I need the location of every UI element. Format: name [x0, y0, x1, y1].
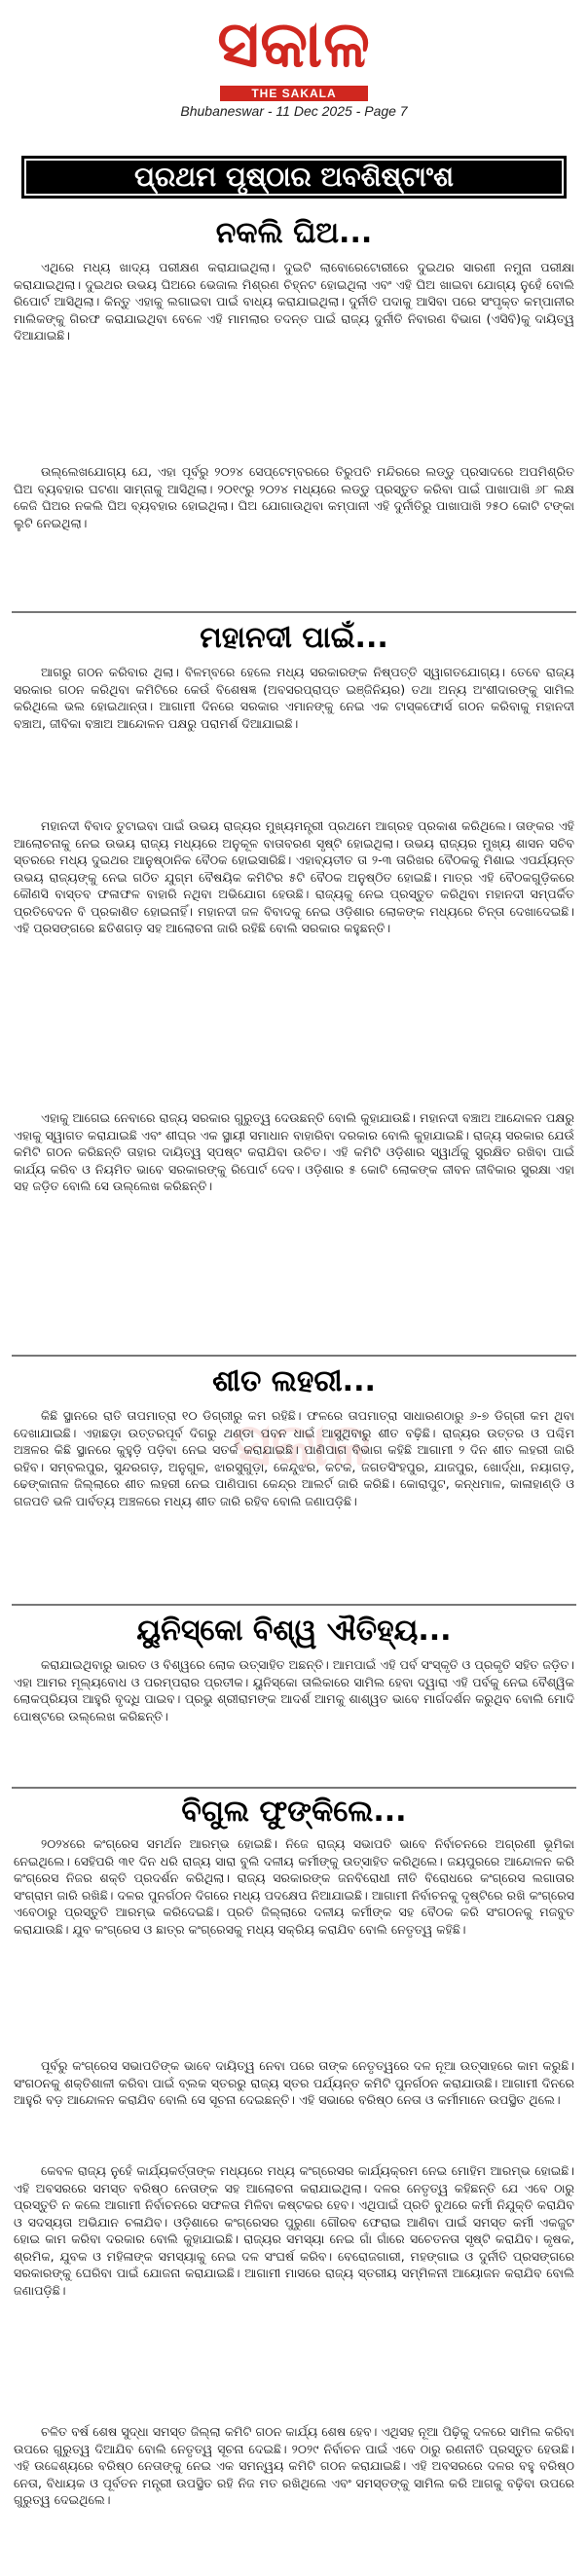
section-heading-4: ୟୁନିସ୍କୋ ବିଶ୍ୱ ଐତିହ୍ୟ... — [136, 1614, 452, 1648]
section-heading-1: ନକଲି ଘିଅ... — [215, 216, 373, 250]
banner-title: ପ୍ରଥମ ପୃଷ୍ଠାର ଅବଶିଷ୍ଟାଂଶ — [24, 159, 564, 196]
section-heading-3: ଶୀତ ଲହରୀ... — [212, 1364, 376, 1398]
dateline: Bhubaneswar - 11 Dec 2025 - Page 7 — [180, 103, 408, 119]
article-paragraph: କେବଳ ରାଜ୍ୟ ନୁହେଁ କାର୍ଯ୍ୟକର୍ତ୍ତାଙ୍କ ମଧ୍ୟରେ ମଧ୍ୟ କଂଗ୍ରେସର କାର୍ଯ୍ୟକ୍ରମ ନେଇ ମୋହିମ ଆରମ୍ଭ ହୋଇଛି। ଏହି ଅବସରରେ ସମସ୍ତ ବରିଷ୍ଠ ନେତାଙ୍କ ସହ ଆଲୋଚନା କରାଯାଇଥିଲା। ଦଳର ନେତୃତ୍ୱ କହିଛନ୍ତି ଯେ ଏବେ ଠାରୁ ପ୍ରସ୍ତୁତି ନ କଲେ ଆଗାମୀ ନିର୍ବାଚନରେ ସଫଳତା ମିଳିବା କଷ୍ଟକର ହେବ। ଏଥିପାଇଁ ପ୍ରତି ବୁଥରେ କର୍ମୀ ନିଯୁକ୍ତି କରାଯିବ ଓ ସଦସ୍ୟତା ଅଭିଯାନ ଚଳାଯିବ। ଓଡ଼ିଶାରେ କଂଗ୍ରେସର ପୁରୁଣା ଗୌରବ ଫେରାଇ ଆଣିବା ପାଇଁ ସମସ୍ତ କର୍ମୀ ଏକଜୁଟ ହୋଇ କାମ କରିବା ଦରକାର ବୋଲି କୁହାଯାଇଛି। ରାଜ୍ୟର ସମସ୍ୟା ନେଇ ଗାଁ ଗାଁରେ ସଚେତନତା ସୃଷ୍ଟି କରାଯିବ। କୃଷକ, ଶ୍ରମିକ, ଯୁବକ ଓ ମହିଳାଙ୍କ ସମସ୍ୟାକୁ ନେଇ ଦଳ ସଂଘର୍ଷ କରିବ। ବେରୋଜଗାରୀ, ମହଙ୍ଗାଇ ଓ ଦୁର୍ନୀତି ପ୍ରସଙ୍ଗରେ ସରକାରଙ୍କୁ ଘେରିବା ପାଇଁ ଯୋଜନା କରାଯାଇଛି। ଆଗାମୀ ମାସରେ ରାଜ୍ୟ ସ୍ତରୀୟ ସମ୍ମିଳନୀ ଆୟୋଜନ କରାଯିବ ବୋଲି ଜଣାପଡ଼ିଛି। — [14, 2163, 574, 2298]
article-paragraph: ମହାନଦୀ ବିବାଦ ତୁଟାଇବା ପାଇଁ ଉଭୟ ରାଜ୍ୟର ମୁଖ୍ୟମନ୍ତ୍ରୀ ପ୍ରଥମେ ଆଗ୍ରହ ପ୍ରକାଶ କରିଥିଲେ। ତାଙ୍କର ଏହି ଆଲୋଚନାକୁ ନେଇ ଉଭୟ ରାଜ୍ୟ ମଧ୍ୟରେ ଅନୁକୂଳ ବାତାବରଣ ସୃଷ୍ଟି ହୋଇଥିଲା। ଉଭୟ ରାଜ୍ୟର ମୁଖ୍ୟ ଶାସନ ସଚିବ ସ୍ତରରେ ମଧ୍ୟ ଦୁଇଥର ଆନୁଷ୍ଠାନିକ ବୈଠକ ହୋଇସାରିଛି। ଏହାବ୍ୟତୀତ ତା ୨-୩ ତାରିଖର ବୈଠକକୁ ମିଶାଇ ଏପର୍ଯ୍ୟନ୍ତ ଉଭୟ ରାଜ୍ୟଙ୍କୁ ନେଇ ଗଠିତ ଯୁଗ୍ମ ବୈଷୟିକ କମିଟିର ୫ଟି ବୈଠକ ଅନୁଷ୍ଠିତ ହୋଇଛି। ମାତ୍ର ଏହି ବୈଠକଗୁଡ଼ିକରେ କୌଣସି ବାସ୍ତବ ଫଳାଫଳ ବାହାରି ନଥିବା ଅଭିଯୋଗ ହେଉଛି। ରାଜ୍ୟକୁ ନେଇ ପ୍ରସ୍ତୁତ କରିଥିବା ମହାନଦୀ ସମ୍ପର୍କିତ ପ୍ରତିବେଦନ ବି ପ୍ରକାଶିତ ହୋଇନାହିଁ। ମହାନଦୀ ଜଳ ବିବାଦକୁ ନେଇ ଓଡ଼ିଶାର ଲୋକଙ୍କ ମଧ୍ୟରେ ଚିନ୍ତା ଦେଖାଦେଇଛି। ଏହି ପ୍ରସଙ୍ଗରେ ଛତିଶଗଡ଼ ସହ ଆଲୋଚନା ଜାରି ରହିଛି ବୋଲି ସରକାର କହୁଛନ୍ତି। — [14, 818, 574, 935]
article-paragraph: କିଛି ସ୍ଥାନରେ ରାତି ତାପମାତ୍ରା ୧୦ ଡିଗ୍ରୀରୁ କମ ରହିଛି। ଫଳରେ ତାପମାତ୍ରା ସାଧାରଣଠାରୁ ୬-୭ ଡିଗ୍ରୀ କମ ଥିବା ଦେଖାଯାଇଛି। ଏହାଛଡ଼ା ଉତ୍ତରପୂର୍ବ ଦିଗରୁ ଥଣ୍ଡା ପବନ ଧାଇଁ ଆସୁଥିବାରୁ ଶୀତ ବଢ଼ିଛି। ରାଜ୍ୟର ଉତ୍ତର ଓ ପଶ୍ଚିମ ଅଞ୍ଚଳର କିଛି ସ୍ଥାନରେ କୁହୁଡ଼ି ପଡ଼ିବା ନେଇ ସତର୍କ କରାଯାଇଛି। ପାଣିପାଗ ବିଭାଗ କହିଛି ଆଗାମୀ ୨ ଦିନ ଶୀତ ଲହରୀ ଜାରି ରହିବ। ସମ୍ବଲପୁର, ସୁନ୍ଦରଗଡ଼, ଅନୁଗୁଳ, ଝାରସୁଗୁଡ଼ା, କେନ୍ଦୁଝର, କଟକ, ଜଗତସିଂହପୁର, ଯାଜପୁର, ଖୋର୍ଦ୍ଧା, ନୟାଗଡ଼, ଢେଙ୍କାନାଳ ଜିଲ୍ଲାରେ ଶୀତ ଲହରୀ ନେଇ ପାଣିପାଗ କେନ୍ଦ୍ର ଆଲର୍ଟ ଜାରି କରିଛି। କୋରାପୁଟ, କନ୍ଧମାଳ, କାଳାହାଣ୍ଡି ଓ ଗଜପତି ଭଳି ପାର୍ବତ୍ୟ ଅଞ୍ଚଳରେ ମଧ୍ୟ ଶୀତ ଜାରି ରହିବ ବୋଲି ଜଣାପଡ଼ିଛି। — [14, 1408, 574, 1508]
section-divider — [12, 611, 576, 613]
article-paragraph: ଏହାକୁ ଆଗେଇ ନେବାରେ ରାଜ୍ୟ ସରକାର ଗୁରୁତ୍ୱ ଦେଉଛନ୍ତି ବୋଲି କୁହାଯାଉଛି। ମହାନଦୀ ବଞ୍ଚାଅ ଆନ୍ଦୋଳନ ପକ୍ଷରୁ ଏହାକୁ ସ୍ୱାଗତ କରାଯାଇଛି ଏବଂ ଶୀଘ୍ର ଏକ ସ୍ଥାୟୀ ସମାଧାନ ବାହାରିବା ଦରକାର ବୋଲି କୁହାଯାଇଛି। ରାଜ୍ୟ ସରକାର ଯେଉଁ କମିଟି ଗଠନ କରିଛନ୍ତି ତାହାର ଦାୟିତ୍ୱ ସ୍ପଷ୍ଟ କରାଯିବା ଉଚିତ। ଏହି କମିଟି ଓଡ଼ିଶାର ସ୍ୱାର୍ଥକୁ ସୁରକ୍ଷିତ ରଖିବା ପାଇଁ କାର୍ଯ୍ୟ କରିବ ଓ ନିୟମିତ ଭାବେ ସରକାରଙ୍କୁ ରିପୋର୍ଟ ଦେବ। ଓଡ଼ିଶାର ୫ କୋଟି ଲୋକଙ୍କ ଜୀବନ ଜୀବିକାର ସୁରକ୍ଷା ଏହା ସହ ଜଡ଼ିତ ବୋଲି ସେ ଉଲ୍ଲେଖ କରିଛନ୍ତି। — [14, 1110, 574, 1193]
article-paragraph: ୨୦୨୪ରେ କଂଗ୍ରେସ ସମର୍ଥନ ଆରମ୍ଭ ହୋଇଛି। ନିଜେ ରାଜ୍ୟ ସଭାପତି ଭାବେ ନିର୍ବାଚନରେ ଅଗ୍ରଣୀ ଭୂମିକା ନେଇଥିଲେ। ସେହିପରି ୩୧ ଦିନ ଧରି ରାଜ୍ୟ ସାରା ବୁଲି ଦଳୀୟ କର୍ମୀଙ୍କୁ ଉତ୍ସାହିତ କରିଥିଲେ। ଜୟପୁରରେ ଆନ୍ଦୋଳନ କରି କଂଗ୍ରେସ ନିଜର ଶକ୍ତି ପ୍ରଦର୍ଶନ କରିଥିଲା। ରାଜ୍ୟ ସରକାରଙ୍କ ଜନବିରୋଧୀ ନୀତି ବିରୋଧରେ କଂଗ୍ରେସ ଲଗାତାର ସଂଗ୍ରାମ ଜାରି ରଖିଛି। ଦଳର ପୁନର୍ଗଠନ ଦିଗରେ ମଧ୍ୟ ପଦକ୍ଷେପ ନିଆଯାଇଛି। ଆଗାମୀ ନିର୍ବାଚନକୁ ଦୃଷ୍ଟିରେ ରଖି କଂଗ୍ରେସ ଏବେଠାରୁ ପ୍ରସ୍ତୁତି ଆରମ୍ଭ କରିଦେଇଛି। ପ୍ରତି ଜିଲ୍ଲାରେ ଦଳୀୟ କର୍ମୀଙ୍କ ସହ ବୈଠକ କରି ସଂଗଠନକୁ ମଜବୁତ କରାଯାଉଛି। ଯୁବ କଂଗ୍ରେସ ଓ ଛାତ୍ର କଂଗ୍ରେସକୁ ମଧ୍ୟ ସକ୍ରିୟ କରାଯିବ ବୋଲି ନେତୃତ୍ୱ କହିଛି। — [14, 1836, 574, 1937]
watermark-logo: ସକାଳ — [233, 1411, 371, 1479]
article-paragraph: ଏଥିରେ ମଧ୍ୟ ଖାଦ୍ୟ ପରୀକ୍ଷଣ କରାଯାଇଥିଲା। ଦୁଇଟି ଲାବୋରେଟୋରୀରେ ଦୁଇଥର ସାରଣୀ ନମୁନା ପରୀକ୍ଷା କରାଯାଇଥିଲା। ଦୁଇଥର ଉଭୟ ଘିଅରେ ଭେଜାଲ ମିଶ୍ରଣ ଚିହ୍ନଟ ହୋଇଥିଲା ଏବଂ ଏହି ଘିଅ ଖାଇବା ଯୋଗ୍ୟ ନୁହେଁ ବୋଲି ରିପୋର୍ଟ ଆସିଥିଲା। କିନ୍ତୁ ଏହାକୁ ଲଗାଇବା ପାଇଁ ବାଧ୍ୟ କରାଯାଇଥିଲା। ଦୁର୍ନୀତି ପଦାକୁ ଆସିବା ପରେ ସଂପୃକ୍ତ କମ୍ପାନୀର ମାଲିକଙ୍କୁ ଗିରଫ କରାଯାଇଥିବା ବେଳେ ଏହି ମାମଲାର ତଦନ୍ତ ପାଇଁ ରାଜ୍ୟ ଦୁର୍ନୀତି ନିବାରଣ ବିଭାଗ (ଏସିବି)କୁ ଦାୟିତ୍ୱ ଦିଆଯାଇଛି। — [14, 260, 574, 343]
article-paragraph: ଚଳିତ ବର୍ଷ ଶେଷ ସୁଦ୍ଧା ସମସ୍ତ ଜିଲ୍ଲା କମିଟି ଗଠନ କାର୍ଯ୍ୟ ଶେଷ ହେବ। ଏଥିସହ ନୂଆ ପିଢ଼ିକୁ ଦଳରେ ସାମିଲ କରିବା ଉପରେ ଗୁରୁତ୍ୱ ଦିଆଯିବ ବୋଲି ନେତୃତ୍ୱ ସୂଚନା ଦେଇଛି। ୨୦୨୯ ନିର୍ବାଚନ ପାଇଁ ଏବେ ଠାରୁ ରଣନୀତି ପ୍ରସ୍ତୁତ ହେଉଛି। ଏହି ଉଦ୍ଦେଶ୍ୟରେ ବରିଷ୍ଠ ନେତାଙ୍କୁ ନେଇ ଏକ ସମନ୍ୱୟ କମିଟି ଗଠନ କରାଯାଇଛି। ଏହି ଅବସରରେ ଦଳର ବହୁ ବରିଷ୍ଠ ନେତା, ବିଧାୟକ ଓ ପୂର୍ବତନ ମନ୍ତ୍ରୀ ଉପସ୍ଥିତ ରହି ନିଜ ମତ ରଖିଥିଲେ ଏବଂ ସମସ୍ତଙ୍କୁ ସାମିଲ କରି ଆଗକୁ ବଢ଼ିବା ଉପରେ ଗୁରୁତ୍ୱ ଦେଇଥିଲେ। — [14, 2424, 574, 2507]
article-paragraph: କରାଯାଇଥିବାରୁ ଭାରତ ଓ ବିଶ୍ୱରେ ଲୋକ ଉତ୍ସାହିତ ଅଛନ୍ତି। ଆମପାଇଁ ଏହି ପର୍ବ ସଂସ୍କୃତି ଓ ପ୍ରକୃତି ସହିତ ଜଡ଼ିତ। ଏହା ଆମର ମୂଲ୍ୟବୋଧ ଓ ପରମ୍ପରାର ପ୍ରତୀକ। ୟୁନିସ୍କୋ ତାଲିକାରେ ସାମିଲ ହେବା ଦ୍ୱାରା ଏହି ପର୍ବକୁ ନେଇ ବୈଶ୍ୱିକ ଲୋକପ୍ରିୟତା ଆହୁରି ବୃଦ୍ଧି ପାଇବ। ପ୍ରଭୁ ଶ୍ରୀରାମଙ୍କ ଆଦର୍ଶ ଆମକୁ ଶାଶ୍ୱତ ଭାବେ ମାର୍ଗଦର୍ଶନ କରୁଥିବ ବୋଲି ମୋଦି ପୋଷ୍ଟରେ ଉଲ୍ଲେଖ କରିଛନ୍ତି। — [14, 1657, 574, 1723]
article-paragraph: ପୂର୍ବରୁ କଂଗ୍ରେସ ସଭାପତିଙ୍କ ଭାବେ ଦାୟିତ୍ୱ ନେବା ପରେ ତାଙ୍କ ନେତୃତ୍ୱରେ ଦଳ ନୂଆ ଉତ୍ସାହରେ କାମ କରୁଛି। ସଂଗଠନକୁ ଶକ୍ତିଶାଳୀ କରିବା ପାଇଁ ବ୍ଲକ ସ୍ତରରୁ ରାଜ୍ୟ ସ୍ତର ପର୍ଯ୍ୟନ୍ତ କମିଟି ପୁନର୍ଗଠନ କରାଯାଉଛି। ଆଗାମୀ ଦିନରେ ଆହୁରି ବଡ଼ ଆନ୍ଦୋଳନ କରାଯିବ ବୋଲି ସେ ସୂଚନା ଦେଇଛନ୍ତି। ଏହି ସଭାରେ ବରିଷ୍ଠ ନେତା ଓ କର୍ମୀମାନେ ଉପସ୍ଥିତ ଥିଲେ। — [14, 2058, 574, 2107]
section-heading-2: ମହାନଦୀ ପାଇଁ... — [200, 621, 388, 655]
section-divider — [12, 1787, 576, 1789]
section-divider — [12, 1355, 576, 1357]
article-paragraph: ଆଗରୁ ଗଠନ କରିବାର ଥିଲା। ବିଳମ୍ବରେ ହେଲେ ମଧ୍ୟ ସରକାରଙ୍କ ନିଷ୍ପତ୍ତି ସ୍ୱାଗତଯୋଗ୍ୟ। ତେବେ ରାଜ୍ୟ ସରକାର ଗଠନ କରିଥିବା କମିଟିରେ କେଉଁ ବିଶେଷଜ୍ଞ (ଅବସରପ୍ରାପ୍ତ ଇଞ୍ଜିନିୟର) ତଥା ଅନ୍ୟ ଅଂଶୀଦାରଙ୍କୁ ସାମିଲ କରିଥିଲେ ଭଲ ହୋଇଥାନ୍ତା। ଆଗାମୀ ଦିନରେ ସରକାର ଏମାନଙ୍କୁ ନେଇ ଏକ ଟାସ୍କଫୋର୍ସ ଗଠନ କରିବାକୁ ମହାନଦୀ ବଞ୍ଚାଅ, ଜୀବିକା ବଞ୍ଚାଅ ଆନ୍ଦୋଳନ ପକ୍ଷରୁ ପରାମର୍ଶ ଦିଆଯାଇଛି। — [14, 665, 574, 731]
section-banner — [21, 156, 567, 199]
article-paragraph: ଉଲ୍ଲେଖଯୋଗ୍ୟ ଯେ, ଏହା ପୂର୍ବରୁ ୨୦୨୪ ସେପ୍ଟେମ୍ବରରେ ତିରୁପତି ମନ୍ଦିରରେ ଲଡ୍ଡୁ ପ୍ରସାଦରେ ଅପମିଶ୍ରିତ ଘିଅ ବ୍ୟବହାର ଘଟଣା ସାମ୍ନାକୁ ଆସିଥିଲା। ୨୦୧୯ରୁ ୨୦୨୪ ମଧ୍ୟରେ ଲଡ୍ଡୁ ପ୍ରସ୍ତୁତ କରିବା ପାଇଁ ପାଖାପାଖି ୬୮ ଲକ୍ଷ କେଜି ଘିଅର ନକଲି ଘିଅ ବ୍ୟବହାର ହୋଇଥିଲା। ଘିଅ ଯୋଗାଉଥିବା କମ୍ପାନୀ ଏହି ଦୁର୍ନୀତିରୁ ପାଖାପାଖି ୨୫୦ କୋଟି ଟଙ୍କା ଲୁଟି ନେଇଥିଲା। — [14, 464, 574, 530]
masthead — [0, 0, 588, 146]
logo-english-text: THE SAKALA — [251, 87, 337, 100]
section-heading-5: ବିଗୁଲ ଫୁଙ୍କିଲେ... — [181, 1795, 407, 1829]
section-divider — [12, 1604, 576, 1606]
newspaper-logo: ସକାଳ — [217, 7, 371, 82]
